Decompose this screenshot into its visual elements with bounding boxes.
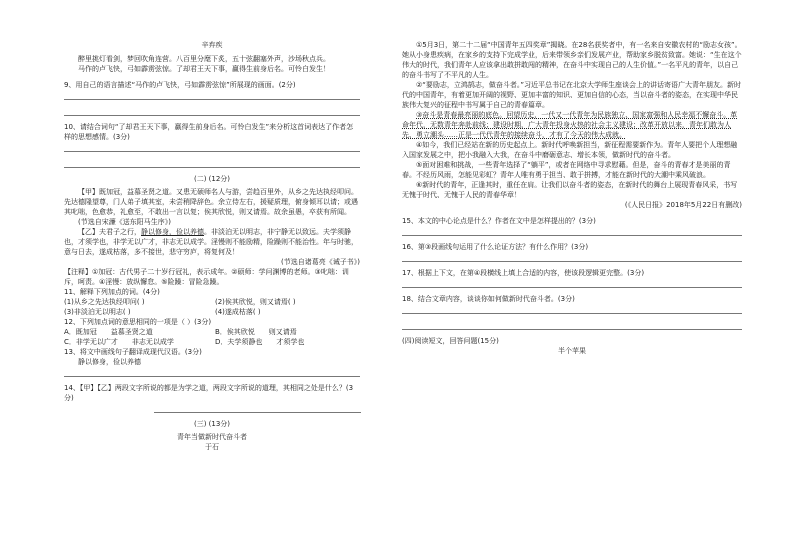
question-12: 12、下列加点词的意思相同的一项是（ ）(3分) (64, 318, 212, 326)
left-column (64, 40, 360, 452)
next-passage-title: 半个苹果 (558, 347, 586, 355)
question-9: 9、用自己的语言描述“马作的卢飞快，弓如霹雳弦惊”所展现的画面。(2分) (64, 81, 296, 89)
question-15: 15、本文的中心论点是什么？作者在文中是怎样提出的？(3分) (402, 217, 596, 225)
essay-author: 于石 (205, 443, 219, 451)
essay-para-5: ⑤面对困难和挑战，一些青年选择了“躺平”，或者在网络中寻求慰藉。但是，奋斗的青春才是美丽的青春。不经历风雨，怎能见彩虹？青年人唯有勇于担当、敢于拼搏，才能在新时代的大潮中乘风破浪。 (402, 161, 731, 179)
passage-jia-source: (节选自宋濂《送东阳马生序》) (78, 218, 171, 226)
q12-option-b[interactable]: B．俟其欣悦 则又请焉 (215, 328, 297, 336)
q11-items (64, 297, 360, 317)
question-11: 11、解释下列加点的词。(4分) (64, 288, 160, 296)
q13-sentence: 静以修身，俭以养德 (78, 358, 141, 366)
q12-options (64, 327, 360, 347)
answer-line[interactable] (402, 304, 742, 314)
essay-para-3: ③奋斗是青春最亮丽的底色。回望历史，一代又一代青年为民族独立、国家富强和人民幸福不懈奋斗。革命年代，无数青年奔赴前线；建设时期，广大青年投身火热的社会主义建设；改革开放以来，青年们敢为人先、勇立潮头……正是一代代青年的接续奋斗，才有了今天的伟大成就。 (402, 111, 738, 139)
right-column (402, 40, 742, 356)
section-3-heading: (三) (13分) (193, 420, 231, 428)
q11-item[interactable]: (3)非淡泊无以明志( ) (64, 308, 131, 316)
q12-option-a[interactable]: A．既加冠 益慕圣贤之道 (64, 328, 153, 336)
essay-title: 青年当做新时代奋斗者 (177, 433, 247, 441)
answer-line[interactable] (154, 403, 361, 413)
passage-yi (64, 227, 360, 257)
question-13: 13、将文中画线句子翻译成现代汉语。(3分) (64, 348, 202, 356)
passage-yi-rest: 。非淡泊无以明志，非宁静无以致远。夫学须静也，才须学也，非学无以广才，非志无以成学。淫慢则不能励精，险躁则不能治性。年与时驰，意与日去，遂成枯落，多不接世，悲守穷庐，将复何及！ (64, 228, 358, 256)
poem-line-1: 醉里挑灯看剑，梦回吹角连营。八百里分麾下炙，五十弦翻塞外声，沙场秋点兵。 (78, 55, 330, 63)
notes: 【注释】①加冠：古代男子二十岁行冠礼，表示成年。②硕师：学问渊博的老师。③叱咄：训斥，呵责。④淫慢：放纵懈怠。⑤险躁：冒险急躁。 (64, 268, 349, 286)
essay-para-2: ②“要励志，立鸿鹄志，做奋斗者。”习近平总书记在北京大学师生座谈会上的讲话寄语广大青年朋友。新时代的中国青年，有着更加开阔的视野、更加丰富的知识、更加自信的心态，当以奋斗者的姿态，在实现中华民族伟大复兴的征程中书写属于自己的青春篇章。 (402, 81, 742, 109)
answer-line[interactable] (402, 252, 742, 262)
answer-line[interactable] (64, 142, 360, 152)
q11-item[interactable]: (1)从乡之先达执经叩问( ) (64, 298, 145, 306)
q12-option-c[interactable]: C．非学无以广才 非志无以成学 (64, 338, 174, 346)
answer-line[interactable] (64, 106, 360, 116)
answer-line[interactable] (64, 158, 360, 168)
essay-source: (《人民日报》2018年5月22日有删改) (624, 201, 742, 209)
passage-yi-lead: 【乙】夫君子之行， (78, 228, 141, 236)
essay-para-4: ④如今，我们已经站在新的历史起点上。新时代呼唤新担当，新征程需要新作为。青年人要把个人理想融入国家发展之中，把小我融入大我，在奋斗中磨砺意志、增长本领，做新时代的奋斗者。 (402, 141, 738, 159)
section-4-heading: (四)阅读短文，回答问题(15分) (402, 337, 499, 345)
answer-line[interactable] (402, 278, 742, 288)
passage-jia: 【甲】既加冠，益慕圣贤之道。又患无硕师名人与游，尝趋百里外，从乡之先达执经叩问。先达德隆望尊，门人弟子填其室，未尝稍降辞色。余立侍左右，援疑质理，俯身倾耳以请；或遇其叱咄，色愈恭，礼愈至，不敢出一言以复；俟其欣悦，则又请焉。故余虽愚，卒获有所闻。 (64, 188, 358, 216)
essay-para-1: ①5月3日，第二十二届“中国青年五四奖章”揭晓。在28名获奖者中，有一名来自安徽农村的“励志女孩”。她从小身患疾病，在家乡的支持下完成学业，后来带领乡亲们发展产业，帮助家乡脱贫致富。她说：“生在这个伟大的时代，我们青年人应该拿出敢拼敢闯的精神，在奋斗中实现自己的人生价值。”一名平凡的青年，以自己的奋斗书写了不平凡的人生。 (402, 41, 742, 79)
q11-item[interactable]: (2)俟其欣悦，则又请焉( ) (215, 298, 296, 306)
question-16: 16、第③段画线句运用了什么论证方法？有什么作用？(3分) (402, 243, 589, 251)
passage-yi-underlined: 静以修身，俭以养德 (141, 228, 204, 236)
answer-line[interactable] (64, 90, 360, 100)
question-18: 18、结合文章内容，谈谈你如何做新时代奋斗者。(3分) (402, 295, 575, 303)
answer-line[interactable] (64, 367, 360, 377)
q12-option-d[interactable]: D．夫学须静也 才须学也 (215, 338, 305, 346)
poem-line-2: 马作的卢飞快，弓如霹雳弦惊。了却君王天下事，赢得生前身后名。可怜白发生！ (78, 65, 330, 73)
section-2-heading: (二) (12分) (193, 175, 231, 183)
poem-author: 辛弃疾 (201, 41, 223, 49)
answer-line[interactable] (402, 320, 742, 330)
answer-line[interactable] (402, 226, 742, 236)
q11-item[interactable]: (4)遂成枯落( ) (215, 308, 261, 316)
passage-yi-source: (节选自诸葛亮《诫子书》) (281, 258, 360, 266)
question-10: 10、请结合词句“了却君王天下事，赢得生前身后名。可怜白发生”来分析这首词表达了作者怎样的思想感情。(3分) (64, 123, 354, 141)
question-14: 14、【甲】【乙】两段文字所说的都是为学之道，两段文字所说的道理，其相同之处是什么？(3分) (64, 384, 354, 402)
essay-para-6: ⑥新时代的青年，正逢其时，重任在肩。让我们以奋斗者的姿态，在新时代的舞台上展现青春风采，书写无愧于时代、无愧于人民的青春华章！ (402, 181, 738, 199)
question-17: 17、根据上下文，在第④段横线上填上合适的内容，使该段逻辑更完整。(3分) (402, 269, 645, 277)
